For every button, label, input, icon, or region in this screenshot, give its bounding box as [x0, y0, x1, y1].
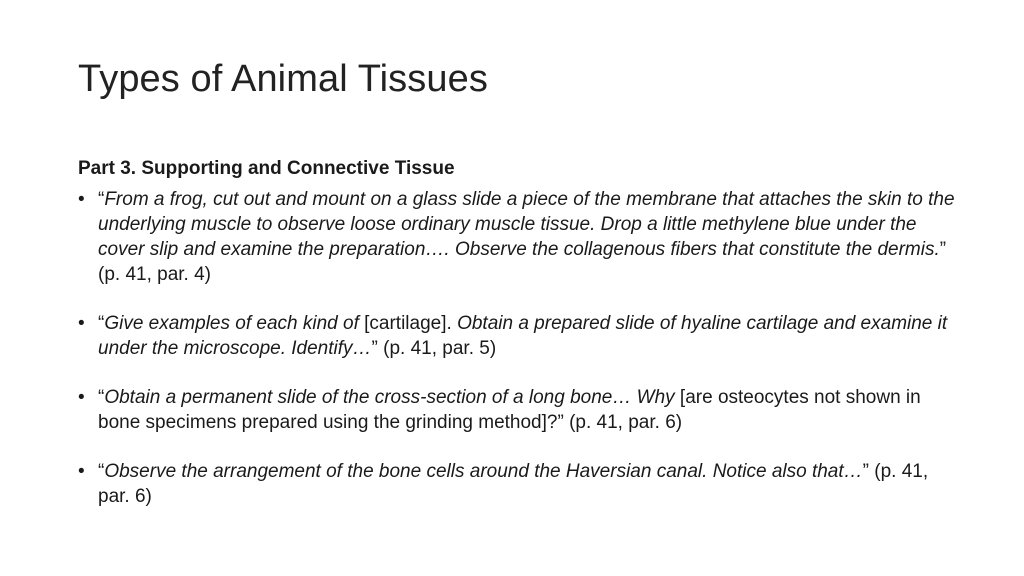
citation: (p. 41, par. 6): [98, 461, 929, 507]
quote-text: Obtain a permanent slide of the cross-section of a long bone… Why: [104, 387, 675, 408]
quote-text-plain: ”: [862, 461, 869, 482]
bullet-icon: •: [78, 387, 85, 408]
quote-text-continued: Obtain a prepared slide of hyaline cartilage and examine it under the microscope. Identify…: [98, 313, 948, 359]
open-quote: “: [98, 189, 105, 210]
citation: (p. 41, par. 6): [563, 412, 683, 433]
open-quote: “: [98, 461, 105, 482]
open-quote: “: [98, 387, 105, 408]
bullet-item: [78, 311, 958, 361]
quote-text: Give examples of each kind of: [104, 313, 359, 334]
slide-content: [78, 156, 958, 533]
section-heading: Part 3. Supporting and Connective Tissue: [78, 158, 455, 179]
quote-text: Observe the arrangement of the bone cells around the Haversian canal. Notice also that…: [104, 461, 863, 482]
slide-title: Types of Animal Tissues: [78, 58, 488, 100]
citation: (p. 41, par. 4): [98, 264, 212, 285]
bullet-item: [78, 459, 958, 509]
bullet-item: [78, 385, 958, 435]
quote-text-plain: [cartilage].: [358, 313, 458, 334]
bullet-icon: •: [78, 461, 85, 482]
bullet-icon: •: [78, 313, 85, 334]
open-quote: “: [98, 313, 105, 334]
quote-text-plain: ”: [939, 239, 947, 260]
quote-text-plain: [are osteocytes not shown in bone specimens prepared using the grinding method]?”: [98, 387, 921, 433]
bullet-list: [78, 187, 958, 509]
bullet-icon: •: [78, 189, 85, 210]
bullet-item: [78, 187, 958, 287]
quote-text: From a frog, cut out and mount on a glass slide a piece of the membrane that attaches the skin to the underlying muscle to observe loose ordinary muscle tissue. Drop a little methylene blue under the cover slip and examine the preparation…. Observe the collagenous fibers that constitute the dermis.: [98, 189, 955, 260]
citation: ” (p. 41, par. 5): [371, 338, 497, 359]
